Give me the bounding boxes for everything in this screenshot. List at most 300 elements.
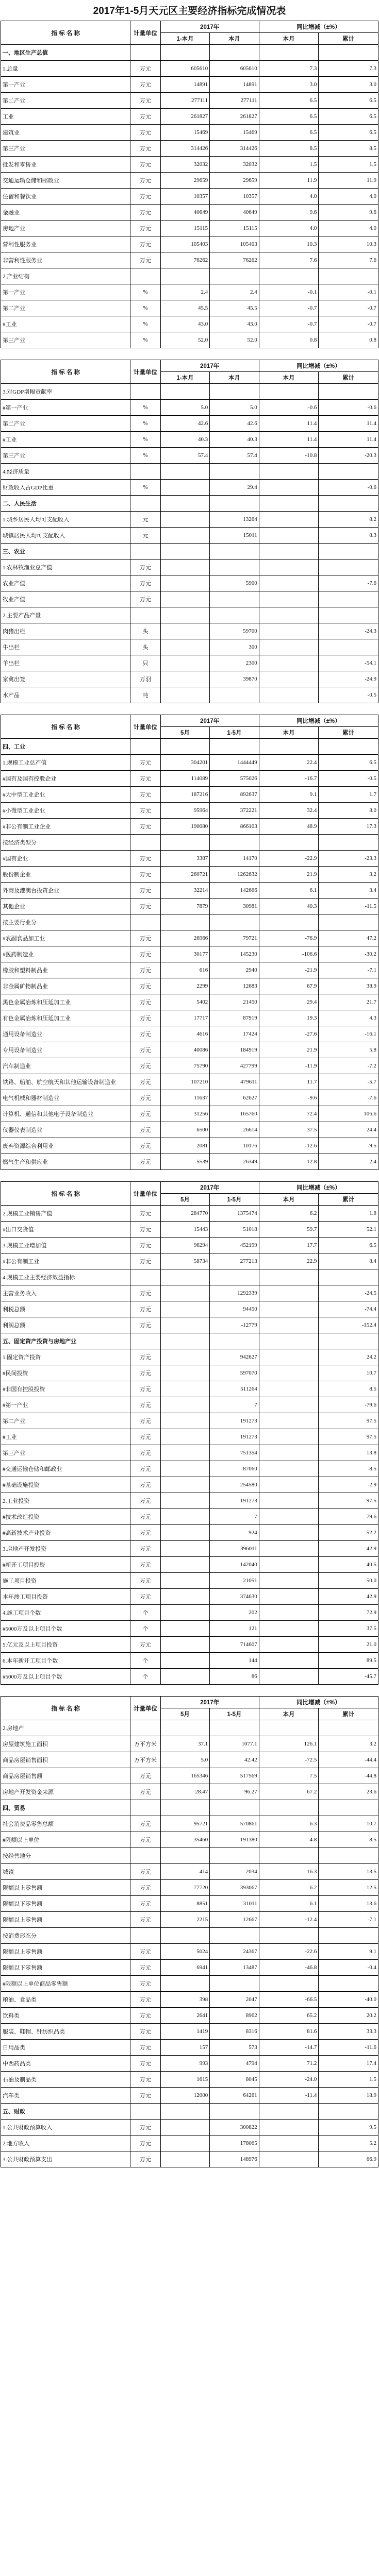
month-growth — [259, 1509, 319, 1525]
indicator-name: 服装、鞋帽、针纺织品类 — [1, 2024, 130, 2040]
unit-cell: 万元 — [130, 1461, 160, 1477]
indicator-name: 营利性服务业 — [1, 236, 130, 252]
cumulative-growth: 8.3 — [319, 528, 378, 544]
table-row — [1, 125, 378, 141]
indicator-name: 有色金属冶炼和压延加工业 — [1, 1010, 130, 1026]
month-value: 2215 — [160, 1912, 210, 1928]
unit-cell: 万元 — [130, 1768, 160, 1784]
month-growth: -46.8 — [259, 1960, 319, 1976]
cumulative-growth: 1.7 — [319, 787, 378, 803]
unit-cell — [130, 1848, 160, 1864]
month-value — [160, 480, 210, 496]
unit-cell: 万元 — [130, 221, 160, 236]
table-row — [1, 284, 378, 300]
unit-cell: 万元 — [130, 1944, 160, 1960]
month-value — [160, 655, 210, 671]
cumulative-growth — [319, 1720, 378, 1736]
cumulative-growth: 12.5 — [319, 1880, 378, 1896]
month-value — [160, 1397, 210, 1413]
indicator-name: 5.亿元及以上项目投资 — [1, 1637, 130, 1653]
month-growth — [259, 1349, 319, 1365]
month-growth: 6.1 — [259, 1896, 319, 1912]
month-growth: 11.9 — [259, 173, 319, 189]
table-row — [1, 787, 378, 803]
indicator-name: 水产品 — [1, 687, 130, 703]
month-growth: 65.2 — [259, 2008, 319, 2024]
unit-cell: 万元 — [130, 1381, 160, 1397]
table-row — [1, 1349, 378, 1365]
month-growth: -0.6 — [259, 400, 319, 416]
cumulative-value — [210, 1269, 259, 1285]
indicator-name: 橡胶和塑料制品业 — [1, 962, 130, 978]
table-row — [1, 45, 378, 61]
unit-cell — [130, 268, 160, 284]
table-header-row — [1, 1182, 378, 1194]
cumulative-value: 15469 — [210, 125, 259, 141]
month-value — [160, 512, 210, 528]
unit-cell — [130, 496, 160, 512]
month-value — [160, 639, 210, 655]
table-row — [1, 1509, 378, 1525]
month-growth — [259, 1621, 319, 1637]
cumulative-value: 29659 — [210, 173, 259, 189]
indicator-name: #限额以上单位 — [1, 1832, 130, 1848]
table-row — [1, 1669, 378, 1685]
indicator-name: 主营业务收入 — [1, 1285, 130, 1301]
month-value: 42.6 — [160, 416, 210, 432]
block-gap — [0, 348, 379, 360]
cumulative-value: 87919 — [210, 1010, 259, 1026]
unit-cell: 万元 — [130, 157, 160, 173]
table-row — [1, 1848, 378, 1864]
year-header: 2017年 — [160, 1697, 259, 1708]
month-growth — [259, 268, 319, 284]
cumulative-growth: 66.9 — [319, 2151, 378, 2167]
month-value — [160, 1349, 210, 1365]
month-growth — [259, 512, 319, 528]
unit-cell: 万元 — [130, 125, 160, 141]
month-growth — [259, 1285, 319, 1301]
block-gap — [0, 1685, 379, 1696]
cumulative-growth: 4.3 — [319, 1010, 378, 1026]
table-row — [1, 994, 378, 1010]
growth-cumulative-header: 累计 — [319, 372, 378, 384]
table-row — [1, 2104, 378, 2120]
indicator-name: 黑色金属冶炼和压延加工业 — [1, 994, 130, 1010]
cumulative-value: 924 — [210, 1525, 259, 1541]
month-value: 157 — [160, 2040, 210, 2056]
indicator-name: #交通运输仓储和邮政业 — [1, 1461, 130, 1477]
indicator-name: #民间投资 — [1, 1365, 130, 1381]
unit-cell: 万元 — [130, 899, 160, 914]
period-month-header: 5月 — [160, 1194, 210, 1206]
cumulative-value: 1292339 — [210, 1285, 259, 1301]
month-value: 17717 — [160, 1010, 210, 1026]
unit-cell: 万元 — [130, 1816, 160, 1832]
cumulative-value: 15011 — [210, 528, 259, 544]
unit-cell: 万元 — [130, 1253, 160, 1269]
month-value — [160, 914, 210, 930]
month-growth: 11.4 — [259, 432, 319, 448]
month-value: 75790 — [160, 1058, 210, 1074]
table-row — [1, 1605, 378, 1621]
cumulative-growth: 13.8 — [319, 1445, 378, 1461]
cumulative-value — [210, 835, 259, 851]
cumulative-growth: -40.0 — [319, 1992, 378, 2008]
cumulative-value: 52.0 — [210, 332, 259, 348]
indicator-name: 施工项目投资 — [1, 1573, 130, 1589]
table-row — [1, 1154, 378, 1170]
table-row — [1, 221, 378, 236]
indicator-name: 农业产值 — [1, 575, 130, 591]
cumulative-value: 5900 — [210, 575, 259, 591]
indicator-name: 按主要行业分 — [1, 914, 130, 930]
cumulative-value: 570861 — [210, 1816, 259, 1832]
month-value — [160, 591, 210, 607]
cumulative-value: 59700 — [210, 623, 259, 639]
month-value — [160, 384, 210, 400]
unit-cell — [130, 544, 160, 560]
cumulative-growth: 3.4 — [319, 883, 378, 899]
month-value: 15469 — [160, 125, 210, 141]
table-row — [1, 400, 378, 416]
indicator-name: 2.主要产品产量 — [1, 607, 130, 623]
unit-cell: 万元 — [130, 994, 160, 1010]
unit-cell: 万元 — [130, 1317, 160, 1333]
table-row — [1, 1477, 378, 1493]
month-value: 616 — [160, 962, 210, 978]
cumulative-growth: 13.5 — [319, 1864, 378, 1880]
month-value: 5.0 — [160, 400, 210, 416]
month-value: 414 — [160, 1864, 210, 1880]
unit-cell: 万元 — [130, 591, 160, 607]
table-row — [1, 1238, 378, 1253]
table-row — [1, 623, 378, 639]
indicator-name: 一、地区生产总值 — [1, 45, 130, 61]
year-header: 2017年 — [160, 715, 259, 727]
table-row — [1, 739, 378, 755]
unit-cell: 万元 — [130, 560, 160, 575]
unit-cell: 万元 — [130, 1477, 160, 1493]
cumulative-growth — [319, 2104, 378, 2120]
unit-cell: % — [130, 416, 160, 432]
month-value — [160, 1429, 210, 1445]
indicator-name: 废弃资源综合利用业 — [1, 1138, 130, 1154]
month-value: 52.0 — [160, 332, 210, 348]
month-growth: 6.5 — [259, 125, 319, 141]
unit-cell: 万元 — [130, 1509, 160, 1525]
table-row — [1, 1381, 378, 1397]
indicator-name: 住宿和餐饮业 — [1, 189, 130, 205]
cumulative-value: 96.27 — [210, 1784, 259, 1800]
indicator-name: 2.规模工业销售产值 — [1, 1206, 130, 1222]
cumulative-value: 191273 — [210, 1413, 259, 1429]
month-value — [160, 1720, 210, 1736]
table-row — [1, 607, 378, 623]
month-growth — [259, 835, 319, 851]
table-row — [1, 914, 378, 930]
month-value — [160, 2120, 210, 2136]
cumulative-growth — [319, 496, 378, 512]
month-growth — [259, 655, 319, 671]
cumulative-growth: 20.2 — [319, 2008, 378, 2024]
growth-header: 同比增减（±%） — [259, 360, 378, 372]
unit-cell: 万元 — [130, 93, 160, 109]
table-row — [1, 867, 378, 883]
unit-cell: 万元 — [130, 819, 160, 835]
unit-cell: 万平方米 — [130, 1752, 160, 1768]
cumulative-growth: -11.5 — [319, 899, 378, 914]
unit-cell: 万元 — [130, 1090, 160, 1106]
month-value: 114089 — [160, 771, 210, 787]
indicator-name: 专用设备制造业 — [1, 1042, 130, 1058]
table-row — [1, 77, 378, 93]
cumulative-value — [210, 1848, 259, 1864]
indicator-name: 限额以上零售额 — [1, 1880, 130, 1896]
year-header: 2017年 — [160, 360, 259, 372]
cumulative-value: 29.4 — [210, 480, 259, 496]
unit-cell: 万元 — [130, 1960, 160, 1976]
month-value — [160, 1413, 210, 1429]
indicator-name: #限额以上单位商品零售额 — [1, 1976, 130, 1992]
table-row — [1, 61, 378, 77]
indicator-table — [1, 1696, 378, 2167]
indicator-name: 非金属矿物制品业 — [1, 978, 130, 994]
table-row — [1, 1493, 378, 1509]
month-value: 77720 — [160, 1880, 210, 1896]
cumulative-growth: -45.7 — [319, 1669, 378, 1685]
cumulative-growth — [319, 544, 378, 560]
indicator-name: 金融业 — [1, 205, 130, 221]
month-growth: -76.9 — [259, 930, 319, 946]
cumulative-value: 191273 — [210, 1493, 259, 1509]
cumulative-growth: -74.4 — [319, 1301, 378, 1317]
table-row — [1, 316, 378, 332]
cumulative-value: 145230 — [210, 946, 259, 962]
month-growth — [259, 560, 319, 575]
cumulative-value: 57.4 — [210, 448, 259, 464]
indicator-name: 4.规模工业主要经济效益指标 — [1, 1269, 130, 1285]
unit-cell: 万元 — [130, 1992, 160, 2008]
cumulative-growth: 33.3 — [319, 2024, 378, 2040]
table-row — [1, 930, 378, 946]
month-growth: 21.9 — [259, 1042, 319, 1058]
month-value: 15115 — [160, 221, 210, 236]
unit-cell: 万元 — [130, 1541, 160, 1557]
cumulative-value: 1077.1 — [210, 1736, 259, 1752]
table-row — [1, 1800, 378, 1816]
cumulative-value: 7 — [210, 1509, 259, 1525]
indicator-name-header: 指 标 名 称 — [1, 21, 130, 45]
unit-cell: 万元 — [130, 851, 160, 867]
unit-cell: % — [130, 316, 160, 332]
cumulative-growth: -8.5 — [319, 1461, 378, 1477]
cumulative-value: 517569 — [210, 1768, 259, 1784]
table-row — [1, 655, 378, 671]
unit-cell: 万元 — [130, 1222, 160, 1238]
month-growth: -24.0 — [259, 2072, 319, 2088]
month-value: 605610 — [160, 61, 210, 77]
month-value: 95721 — [160, 1816, 210, 1832]
month-growth: 10.3 — [259, 236, 319, 252]
cumulative-growth: 17.4 — [319, 2056, 378, 2072]
indicator-name: 4.经济质量 — [1, 464, 130, 480]
indicator-name: #新开工项目投资 — [1, 1557, 130, 1573]
table-row — [1, 2136, 378, 2151]
block-gap — [0, 703, 379, 715]
unit-cell: 万元 — [130, 1206, 160, 1222]
cumulative-growth: -7.6 — [319, 575, 378, 591]
table-row — [1, 173, 378, 189]
month-value: 30177 — [160, 946, 210, 962]
cumulative-value: 30981 — [210, 899, 259, 914]
cumulative-growth: -7.1 — [319, 1912, 378, 1928]
indicator-name: #工业 — [1, 1429, 130, 1445]
indicator-table — [1, 715, 378, 1170]
month-value — [160, 687, 210, 703]
cumulative-value: 1444449 — [210, 755, 259, 771]
unit-cell: 万元 — [130, 1864, 160, 1880]
table-row — [1, 671, 378, 687]
indicator-name: 铁路、船舶、航空航天和其他运输设备制造业 — [1, 1074, 130, 1090]
month-value: 45.5 — [160, 300, 210, 316]
indicator-name: 交通运输仓储和邮政业 — [1, 173, 130, 189]
month-growth: -12.4 — [259, 1912, 319, 1928]
month-value — [160, 1976, 210, 1992]
indicator-name: 第三产业 — [1, 332, 130, 348]
indicator-name: 汽车制造业 — [1, 1058, 130, 1074]
table-row — [1, 1042, 378, 1058]
cumulative-value: 62627 — [210, 1090, 259, 1106]
table-row — [1, 1429, 378, 1445]
cumulative-value — [210, 45, 259, 61]
unit-cell: 个 — [130, 1605, 160, 1621]
growth-cumulative-header: 累计 — [319, 1194, 378, 1206]
month-growth: 81.6 — [259, 2024, 319, 2040]
report-title: 2017年1-5月天元区主要经济指标完成情况表 — [93, 6, 286, 16]
month-value: 96294 — [160, 1238, 210, 1253]
unit-header: 计量单位 — [130, 715, 160, 739]
unit-cell: % — [130, 432, 160, 448]
cumulative-growth: 7.3 — [319, 61, 378, 77]
month-growth — [259, 1269, 319, 1285]
table-row — [1, 2040, 378, 2056]
indicator-name: 饮料类 — [1, 2008, 130, 2024]
cumulative-growth: -9.5 — [319, 1138, 378, 1154]
cumulative-value: 8962 — [210, 2008, 259, 2024]
month-growth: 6.5 — [259, 93, 319, 109]
unit-cell: 万元 — [130, 236, 160, 252]
month-growth: -11.4 — [259, 2088, 319, 2104]
month-value — [160, 1301, 210, 1317]
indicator-name: 第三产业 — [1, 1445, 130, 1461]
table-row — [1, 432, 378, 448]
month-growth: 4.8 — [259, 1832, 319, 1848]
cumulative-value: 10357 — [210, 189, 259, 205]
month-growth: -0.7 — [259, 300, 319, 316]
indicator-name: #小微型工业企业 — [1, 803, 130, 819]
cumulative-value: 51018 — [210, 1222, 259, 1238]
cumulative-value: 300 — [210, 639, 259, 655]
table-row — [1, 464, 378, 480]
month-value: 12000 — [160, 2088, 210, 2104]
month-growth: 40.3 — [259, 899, 319, 914]
indicator-name: 家禽出笼 — [1, 671, 130, 687]
period-cumulative-header: 1-5月 — [210, 1194, 259, 1206]
month-growth — [259, 914, 319, 930]
table-row — [1, 1253, 378, 1269]
indicator-name: 6.本年新开工项目个数 — [1, 1653, 130, 1669]
month-value: 57.4 — [160, 448, 210, 464]
month-growth — [259, 1525, 319, 1541]
cumulative-value: 866103 — [210, 819, 259, 835]
cumulative-growth: 11.4 — [319, 416, 378, 432]
cumulative-value: 94450 — [210, 1301, 259, 1317]
cumulative-growth: -24.3 — [319, 623, 378, 639]
unit-cell: 万元 — [130, 1557, 160, 1573]
table-row — [1, 1106, 378, 1122]
indicator-name: 电气机械和器材制造业 — [1, 1090, 130, 1106]
unit-header: 计量单位 — [130, 360, 160, 384]
table-row — [1, 109, 378, 125]
indicator-name: 第二产业 — [1, 416, 130, 432]
unit-cell: 个 — [130, 1653, 160, 1669]
unit-cell: 万元 — [130, 77, 160, 93]
cumulative-growth: -0.5 — [319, 687, 378, 703]
cumulative-growth: 3.2 — [319, 867, 378, 883]
indicator-name: #工业 — [1, 316, 130, 332]
unit-cell — [130, 607, 160, 623]
cumulative-growth: -11.6 — [319, 2040, 378, 2056]
unit-cell: 万元 — [130, 2024, 160, 2040]
cumulative-growth: 21.7 — [319, 994, 378, 1010]
month-value: 43.0 — [160, 316, 210, 332]
month-growth — [259, 464, 319, 480]
cumulative-value: 43.0 — [210, 316, 259, 332]
cumulative-value: 751354 — [210, 1445, 259, 1461]
unit-cell: 头 — [130, 639, 160, 655]
block-gap — [0, 1170, 379, 1181]
table-row — [1, 448, 378, 464]
month-growth: 9.6 — [259, 205, 319, 221]
month-value — [160, 1477, 210, 1493]
unit-cell: 万元 — [130, 2008, 160, 2024]
growth-header: 同比增减（±%） — [259, 1697, 378, 1708]
cumulative-value: 314426 — [210, 141, 259, 157]
table-row — [1, 1397, 378, 1413]
growth-header: 同比增减（±%） — [259, 715, 378, 727]
month-value — [160, 1800, 210, 1816]
month-growth — [259, 496, 319, 512]
cumulative-value: 2.4 — [210, 284, 259, 300]
unit-cell: 万元 — [130, 1637, 160, 1653]
table-row — [1, 819, 378, 835]
month-growth — [259, 1461, 319, 1477]
table-row — [1, 1285, 378, 1301]
indicator-table — [1, 360, 378, 703]
unit-cell: 个 — [130, 1669, 160, 1685]
indicator-name: #工业 — [1, 432, 130, 448]
indicator-name: 2.工业投资 — [1, 1493, 130, 1509]
indicator-name: 三、农业 — [1, 544, 130, 560]
unit-cell: 万羽 — [130, 671, 160, 687]
cumulative-growth: -54.1 — [319, 655, 378, 671]
cumulative-growth: -0.4 — [319, 1960, 378, 1976]
period-month-header: 1-本月 — [160, 372, 210, 384]
unit-cell: % — [130, 332, 160, 348]
cumulative-growth: 47.2 — [319, 930, 378, 946]
cumulative-growth — [319, 639, 378, 655]
